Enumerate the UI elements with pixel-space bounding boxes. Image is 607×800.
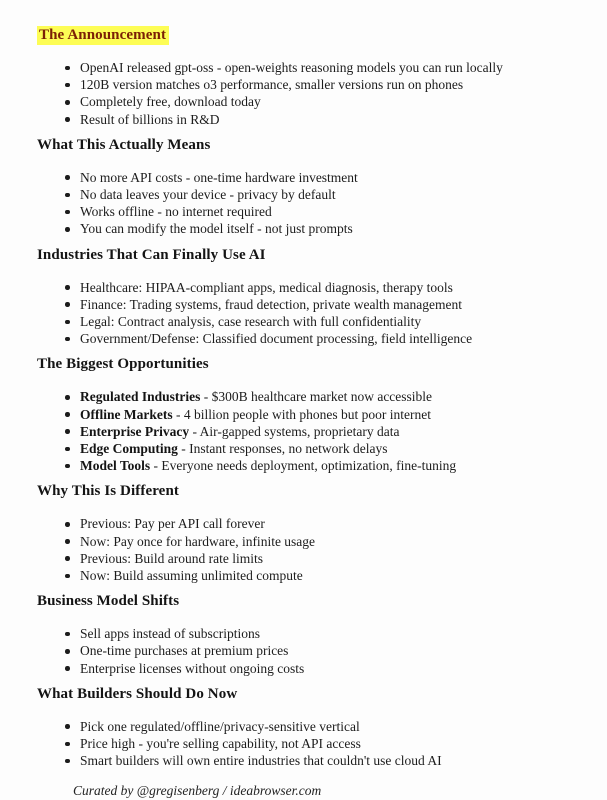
list-item: Price high - you're selling capability, not API access	[37, 735, 579, 752]
list-item: One-time purchases at premium prices	[37, 642, 579, 659]
list-item-rest: - Instant responses, no network delays	[177, 441, 388, 457]
list-item: You can modify the model itself - not just prompts	[37, 220, 579, 237]
list-item	[37, 406, 579, 423]
list-item: Previous: Pay per API call forever	[37, 515, 579, 532]
list-item-rest: - Everyone needs deployment, optimization, fine-tuning	[150, 458, 457, 474]
why-different-list	[37, 515, 579, 584]
list-item: Government/Defense: Classified document processing, field intelligence	[37, 330, 579, 347]
list-item: Works offline - no internet required	[37, 203, 579, 220]
section-heading-what-this-means: What This Actually Means	[37, 136, 211, 153]
list-item-rest: - $300B healthcare market now accessible	[200, 389, 433, 405]
list-item	[37, 457, 579, 474]
footer-credit: Curated by @gregisenberg / ideabrowser.com	[73, 783, 322, 799]
list-item-bold-lead: Offline Markets	[80, 406, 173, 422]
list-item: Sell apps instead of subscriptions	[37, 625, 579, 642]
list-item-rest: - Air-gapped systems, proprietary data	[189, 423, 400, 439]
section-heading-announcement	[37, 26, 579, 45]
list-item: Result of billions in R&D	[37, 111, 579, 128]
list-item: Pick one regulated/offline/privacy-sensitive vertical	[37, 718, 579, 735]
list-item-rest: - 4 billion people with phones but poor internet	[172, 406, 431, 422]
industries-list	[37, 279, 579, 348]
list-item	[37, 440, 579, 457]
section-heading-why-different: Why This Is Different	[37, 483, 179, 500]
list-item: Enterprise licenses without ongoing costs	[37, 660, 579, 677]
list-item: Completely free, download today	[37, 93, 579, 110]
list-item: 120B version matches o3 performance, smaller versions run on phones	[37, 76, 579, 93]
list-item: Finance: Trading systems, fraud detection, private wealth management	[37, 296, 579, 313]
business-model-list	[37, 625, 579, 677]
list-item: No data leaves your device - privacy by default	[37, 186, 579, 203]
section-heading-builders: What Builders Should Do Now	[37, 685, 238, 702]
section-heading-opportunities: The Biggest Opportunities	[37, 356, 209, 373]
what-this-means-list	[37, 169, 579, 238]
list-item: Now: Build assuming unlimited compute	[37, 567, 579, 584]
list-item: Healthcare: HIPAA-compliant apps, medical diagnosis, therapy tools	[37, 279, 579, 296]
section-heading-business-model: Business Model Shifts	[37, 593, 180, 610]
highlighted-heading-text: The Announcement	[37, 26, 169, 45]
announcement-list	[37, 59, 579, 128]
list-item: Legal: Contract analysis, case research with full confidentiality	[37, 313, 579, 330]
list-item: OpenAI released gpt-oss - open-weights reasoning models you can run locally	[37, 59, 579, 76]
list-item-bold-lead: Edge Computing	[80, 441, 178, 457]
list-item	[37, 423, 579, 440]
section-heading-industries: Industries That Can Finally Use AI	[37, 246, 266, 263]
list-item-bold-lead: Enterprise Privacy	[80, 423, 190, 439]
list-item: Now: Pay once for hardware, infinite usage	[37, 533, 579, 550]
list-item-bold-lead: Regulated Industries	[80, 389, 201, 405]
opportunities-list	[37, 388, 579, 474]
list-item: Previous: Build around rate limits	[37, 550, 579, 567]
list-item-bold-lead: Model Tools	[80, 458, 151, 474]
builders-list	[37, 718, 579, 770]
list-item: Smart builders will own entire industries that couldn't use cloud AI	[37, 752, 579, 769]
list-item: No more API costs - one-time hardware investment	[37, 169, 579, 186]
list-item	[37, 388, 579, 405]
